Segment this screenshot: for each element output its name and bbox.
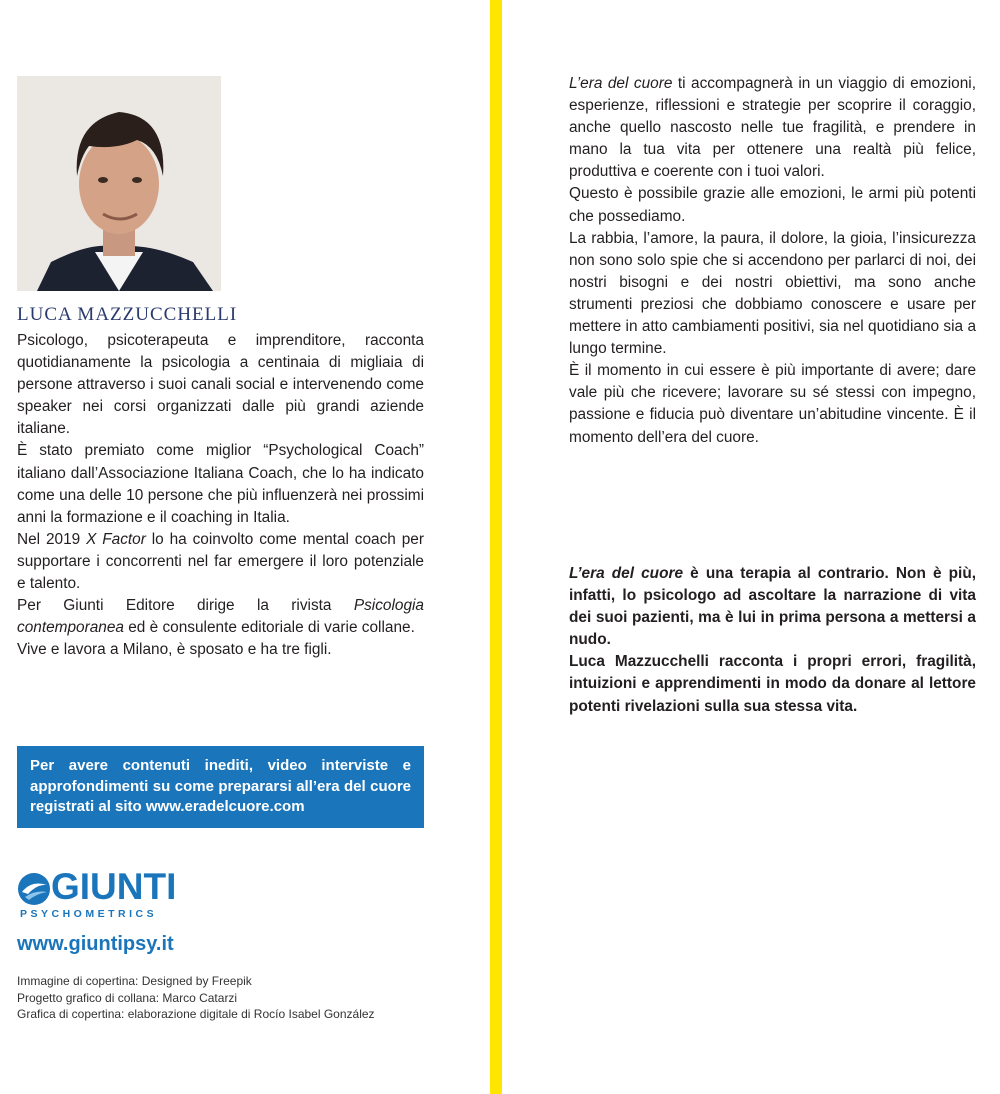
- book-title-italic: L’era del cuore: [569, 565, 684, 582]
- promo-box: Per avere contenuti inediti, video interviste e approfondimenti su come prepararsi all’era del cuore registrati al sito www.eradelcuore.com: [17, 746, 424, 828]
- bio-text: ed è consulente editoriale di varie collane.: [123, 619, 415, 637]
- blurb-paragraph: La rabbia, l’amore, la paura, il dolore, la gioia, l’insicurezza non sono solo spie che si accendono per parlarci di noi, dei nostri bisogni e dei nostri obiettivi, ma sono anche strumenti preziosi che dobbiamo conoscere e usare per mettere in atto cambiamenti positivi, sia nel quotidiano sia a lungo termine.: [569, 229, 976, 358]
- blurb-bold-paragraph: Luca Mazzucchelli racconta i propri errori, fragilità, intuizioni e apprendimenti in modo da donare al lettore potenti rivelazioni sulla sua stessa vita.: [569, 653, 976, 715]
- book-blurb-bold: [569, 563, 976, 718]
- bio-paragraph: [17, 595, 424, 639]
- bio-italic-title: X Factor: [86, 530, 146, 548]
- author-bio: [17, 330, 424, 661]
- bio-text: lo ha coinvolto come mental coach per supportare i concorrenti nel far emergere il loro potenziale e talento.: [17, 530, 424, 593]
- bio-paragraph: Vive e lavora a Milano, è sposato e ha tre figli.: [17, 641, 332, 659]
- bio-paragraph: È stato premiato come miglior “Psychological Coach” italiano dall’Associazione Italiana Coach, che lo ha indicato come una delle 10 persone che più influenzerà nei prossimi anni la formazione e il coaching in Italia.: [17, 442, 424, 526]
- author-photo: [17, 76, 221, 291]
- blurb-bold-paragraph: [569, 563, 976, 651]
- book-blurb: [569, 73, 976, 449]
- giunti-g-icon: [17, 872, 51, 906]
- yellow-spine-stripe: [490, 0, 502, 1094]
- bio-paragraph: [17, 529, 424, 595]
- publisher-website-link[interactable]: www.giuntipsy.it: [17, 933, 174, 955]
- author-name: LUCA MAZZUCCHELLI: [17, 304, 238, 325]
- logo-subtitle: PSYCHOMETRICS: [20, 908, 158, 920]
- credit-line: Grafica di copertina: elaborazione digitale di Rocío Isabel González: [17, 1007, 375, 1021]
- giunti-logo: [17, 866, 187, 922]
- bio-text: Nel 2019: [17, 530, 87, 548]
- bio-paragraph: Psicologo, psicoterapeuta e imprenditore, racconta quotidianamente la psicologia a centinaia di migliaia di persone attraverso i suoi canali social e intervenendo come speaker nei corsi organizzati dalle più grandi aziende italiane.: [17, 332, 424, 438]
- logo-wordmark: GIUNTI: [51, 866, 177, 907]
- bio-text: Per Giunti Editore dirige la rivista: [17, 597, 354, 615]
- blurb-paragraph: È il momento in cui essere è più importante di avere; dare vale più che ricevere; lavorare su sé stessi con impegno, passione e fiducia può diventare un’abitudine vincente. È il momento dell’era del cuore.: [569, 362, 976, 446]
- blurb-paragraph: [569, 73, 976, 183]
- credits: [17, 973, 375, 1023]
- book-title-italic: L’era del cuore: [569, 75, 673, 92]
- bio-italic-title: Psicologia contemporanea: [17, 597, 424, 637]
- blurb-bold-text: è una terapia al contrario. Non è più, infatti, lo psicologo ad ascoltare la narrazione di vita dei suoi pazienti, ma è lui in prima persona a mettersi a nudo.: [569, 565, 977, 649]
- credit-line: Immagine di copertina: Designed by Freepik: [17, 974, 252, 988]
- credit-line: Progetto grafico di collana: Marco Catarzi: [17, 990, 238, 1005]
- blurb-paragraph: Questo è possibile grazie alle emozioni, le armi più potenti che possediamo.: [569, 185, 976, 225]
- blurb-text: ti accompagnerà in un viaggio di emozioni, esperienze, riflessioni e strategie per scoprire il coraggio, anche quello nascosto nelle tue fragilità, e prendere in mano la tua vita per ottenere una realtà più felice, produttiva e coerente con i tuoi valori.: [569, 75, 976, 181]
